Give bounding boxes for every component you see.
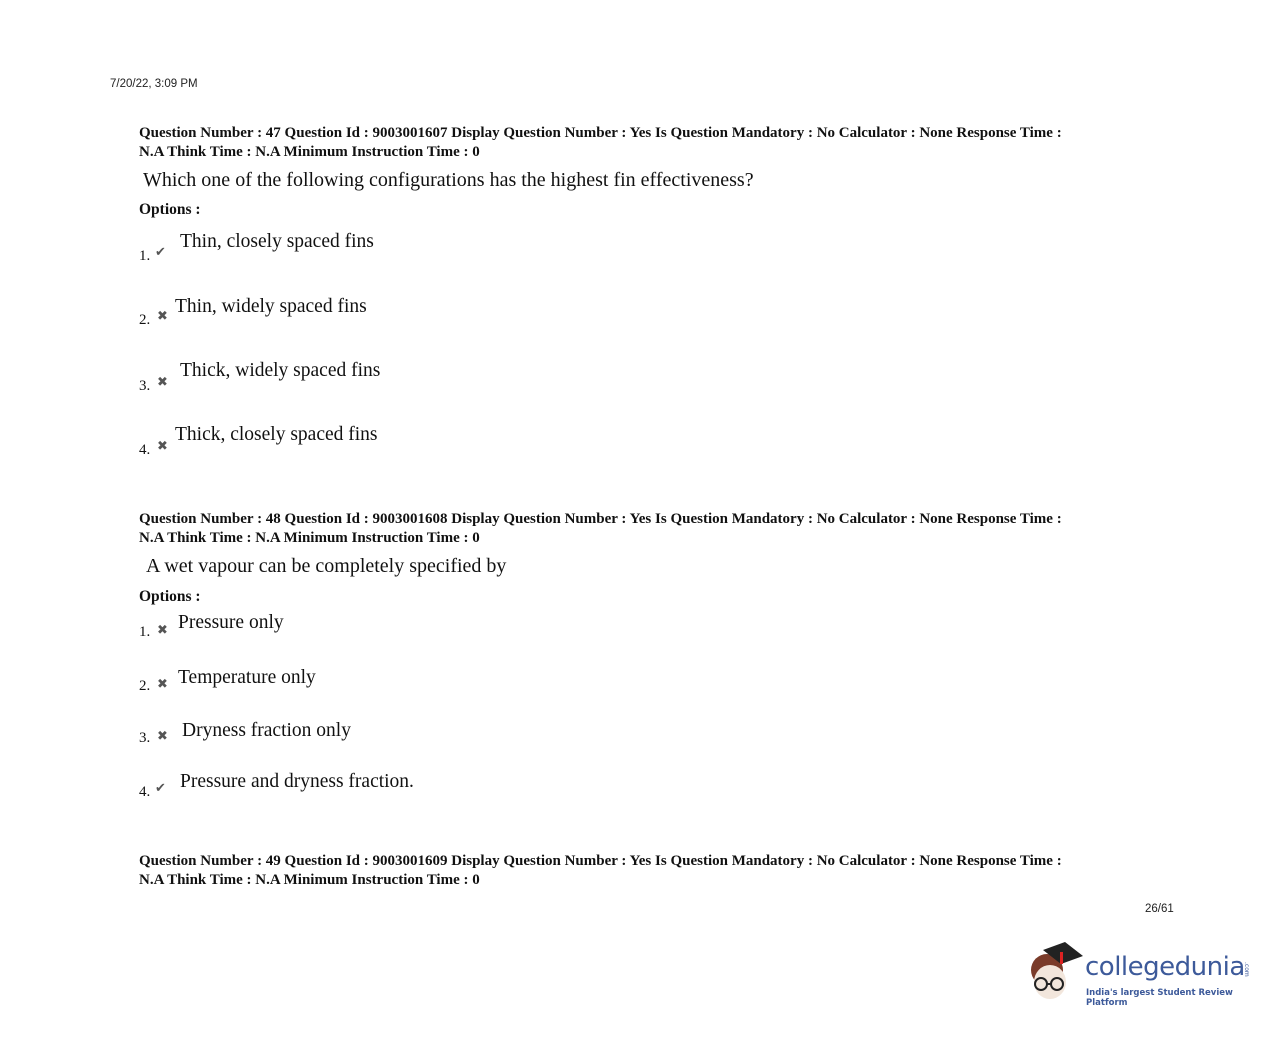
options-label: Options : <box>139 201 201 218</box>
meta-line: Question Number : 49 Question Id : 9003001609 Display Question Number : Yes Is Question Mandatory : No Calculator : None Response Time : <box>139 853 1062 869</box>
option-text: Thick, closely spaced fins <box>175 424 378 445</box>
options-label: Options : <box>139 588 201 605</box>
meta-line: N.A Think Time : N.A Minimum Instruction Time : 0 <box>139 871 480 888</box>
question-meta <box>139 124 1159 161</box>
option-number: 4. <box>139 784 151 800</box>
option-number: 3. <box>139 730 151 746</box>
check-icon: ✔ <box>155 780 166 795</box>
cross-icon: ✖ <box>157 308 168 323</box>
cross-icon: ✖ <box>157 622 168 637</box>
question-meta <box>139 510 1159 547</box>
option-number: 2. <box>139 678 151 694</box>
meta-line: Question Number : 47 Question Id : 9003001607 Display Question Number : Yes Is Question Mandatory : No Calculator : None Response Time : <box>139 125 1062 141</box>
option-number: 3. <box>139 378 151 394</box>
question-meta <box>139 852 1159 889</box>
logo-tagline: India's largest Student Review Platform <box>1086 988 1233 1008</box>
print-timestamp: 7/20/22, 3:09 PM <box>110 78 198 90</box>
option-text: Thin, closely spaced fins <box>180 231 374 252</box>
question-text: A wet vapour can be completely specified by <box>146 555 507 577</box>
cross-icon: ✖ <box>157 676 168 691</box>
option-text: Pressure only <box>178 612 284 633</box>
page-number: 26/61 <box>1145 903 1174 915</box>
check-icon: ✔ <box>155 244 166 259</box>
option-text: Temperature only <box>178 667 316 688</box>
cross-icon: ✖ <box>157 728 168 743</box>
collegedunia-logo <box>1025 940 1255 1010</box>
option-number: 1. <box>139 624 151 640</box>
option-text: Dryness fraction only <box>182 720 351 741</box>
option-number: 1. <box>139 248 151 264</box>
meta-line: N.A Think Time : N.A Minimum Instruction Time : 0 <box>139 143 480 160</box>
question-text: Which one of the following configurations has the highest fin effectiveness? <box>143 169 754 191</box>
logo-name: collegedunia <box>1085 952 1245 982</box>
logo-suffix: .com <box>1243 962 1250 977</box>
cross-icon: ✖ <box>157 438 168 453</box>
option-text: Thick, widely spaced fins <box>180 360 381 381</box>
option-number: 4. <box>139 442 151 458</box>
option-text: Thin, widely spaced fins <box>175 296 367 317</box>
meta-line: Question Number : 48 Question Id : 9003001608 Display Question Number : Yes Is Question Mandatory : No Calculator : None Response Time : <box>139 511 1062 527</box>
option-number: 2. <box>139 312 151 328</box>
meta-line: N.A Think Time : N.A Minimum Instruction Time : 0 <box>139 529 480 546</box>
mascot-icon <box>1025 940 1087 1008</box>
option-text: Pressure and dryness fraction. <box>180 771 414 792</box>
cross-icon: ✖ <box>157 374 168 389</box>
